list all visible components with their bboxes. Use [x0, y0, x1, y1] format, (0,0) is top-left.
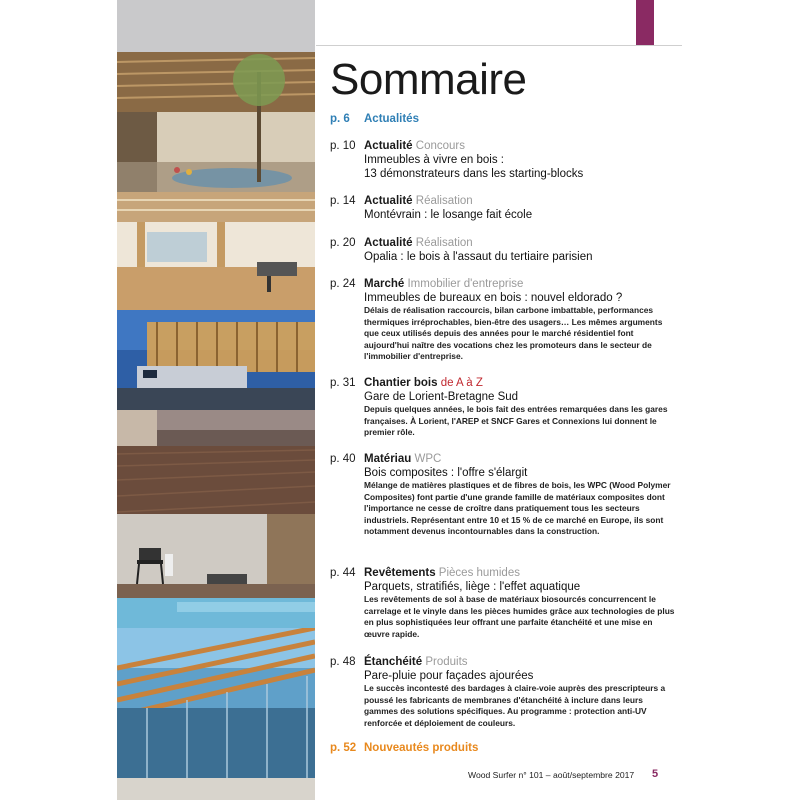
- toc-headline: Gare de Lorient-Bretagne Sud: [364, 391, 519, 403]
- toc-subsection: Pièces humides: [438, 567, 520, 579]
- toc-description: Le succès incontesté des bardages à claire-voie auprès des prescripteurs a poussé les fabricants de membranes d'étanchéité à inclure dans leurs gammes des solutions spécifiques. Au programme : protection anti-UV renforcée et déploiement de couleurs.: [364, 683, 666, 728]
- toc-subsection: WPC: [414, 453, 442, 465]
- toc-section: Chantier bois: [364, 377, 438, 389]
- toc-description: Délais de réalisation raccourcis, bilan carbone imbattable, performances thermiques irréprochables, bien-être des usagers… Les mêmes arguments que ceux utilisés depuis des années pour le marché résidentiel font aujourd'hui naître des vocations chez les promoteurs dans le secteur de l'immobilier d'entreprise.: [364, 305, 663, 362]
- toc-entry[interactable]: [330, 741, 675, 755]
- toc-headline: Montévrain : le losange fait école: [364, 209, 533, 221]
- toc-entry[interactable]: [330, 236, 675, 264]
- toc-entry[interactable]: [330, 194, 675, 222]
- toc-section: Actualités: [364, 113, 419, 125]
- photo-deck: [117, 410, 315, 514]
- toc-entry[interactable]: [330, 655, 675, 729]
- top-rule: [316, 45, 682, 46]
- toc-section: Marché: [364, 278, 405, 290]
- toc-section: Étanchéité: [364, 656, 423, 668]
- toc-section: Nouveautés produits: [364, 742, 479, 754]
- toc-entry[interactable]: [330, 112, 675, 126]
- toc-page-number: p. 10: [330, 140, 356, 152]
- toc-page-number: p. 24: [330, 278, 356, 290]
- toc-subsection: Réalisation: [415, 237, 473, 249]
- toc-subsection: Produits: [425, 656, 468, 668]
- toc-headline: Bois composites : l'offre s'élargit: [364, 467, 528, 479]
- photo-station: [117, 310, 315, 410]
- toc-entry[interactable]: [330, 277, 675, 363]
- toc-section: Actualité: [364, 237, 413, 249]
- toc-section: Actualité: [364, 195, 413, 207]
- toc-headline: Pare-pluie pour façades ajourées: [364, 670, 534, 682]
- toc-subsection: Immobilier d'entreprise: [407, 278, 524, 290]
- page-number: 5: [652, 768, 659, 780]
- toc-subsection: de A à Z: [440, 377, 483, 389]
- toc-page-number: p. 20: [330, 237, 356, 249]
- toc-entry[interactable]: [330, 139, 675, 181]
- gray-header-band: [117, 0, 315, 52]
- toc-headline-line2: 13 démonstrateurs dans les starting-blocks: [364, 168, 584, 180]
- photo-timber-facade: [117, 628, 315, 800]
- accent-bar: [636, 0, 654, 46]
- toc-entry[interactable]: [330, 376, 675, 439]
- toc-description: Depuis quelques années, le bois fait des entrées remarquées dans les gares françaises. À Lorient, l'AREP et SNCF Gares et Connexions lui donnent le premier rôle.: [364, 404, 668, 438]
- toc-entry[interactable]: [330, 452, 675, 538]
- toc-headline: Immeubles de bureaux en bois : nouvel eldorado ?: [364, 292, 623, 304]
- toc-page-number: p. 6: [330, 113, 350, 125]
- toc-page-number: p. 44: [330, 567, 356, 579]
- toc-section: Matériau: [364, 453, 412, 465]
- footer-issue-info: Wood Surfer n° 101 – août/septembre 2017: [468, 770, 635, 780]
- toc-page-number: p. 31: [330, 377, 356, 389]
- photo-courtyard: [117, 52, 315, 192]
- toc-page-number: p. 14: [330, 195, 356, 207]
- photo-pool: [117, 514, 315, 628]
- photo-office-interior: [117, 192, 315, 310]
- photo-column: [117, 52, 315, 800]
- toc-description: Mélange de matières plastiques et de fibres de bois, les WPC (Wood Polymer Composites) font partie d'une grande famille de matériaux composites dont l'importance ne cesse de croître dans pratiquement tous les secteurs industriels. Représentant entre 10 et 15 % de ce marché en Europe, ils sont notamment devenus incontournables dans la construction.: [364, 480, 671, 537]
- toc-headline: Immeubles à vivre en bois :: [364, 154, 504, 166]
- toc-page-number: p. 52: [330, 742, 357, 754]
- toc-section: Actualité: [364, 140, 413, 152]
- page-title: Sommaire: [330, 55, 527, 104]
- toc-page-number: p. 48: [330, 656, 356, 668]
- toc-page-number: p. 40: [330, 453, 356, 465]
- toc-headline: Parquets, stratifiés, liège : l'effet aquatique: [364, 581, 581, 593]
- toc-subsection: Réalisation: [415, 195, 473, 207]
- toc-headline: Opalia : le bois à l'assaut du tertiaire parisien: [364, 251, 593, 263]
- toc-section: Revêtements: [364, 567, 436, 579]
- toc-subsection: Concours: [415, 140, 465, 152]
- toc-description: Les revêtements de sol à base de matériaux biosourcés concurrencent le carrelage et le vinyle dans les pièces humides grâce aux technologies de plus en plus sophistiquées leur offrant une parfaite étanchéité et une mise en œuvre rapide.: [364, 594, 675, 639]
- toc-entry[interactable]: [330, 566, 675, 640]
